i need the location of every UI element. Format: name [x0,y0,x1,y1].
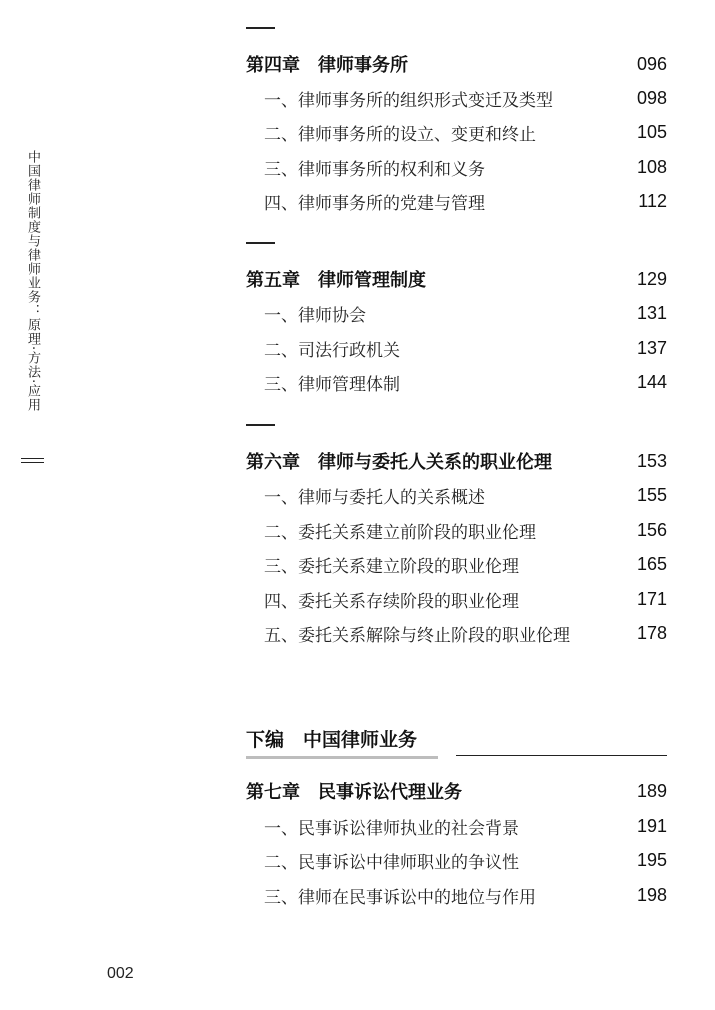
section-page: 108 [636,156,667,177]
section-title: 五、委托关系解除与终止阶段的职业伦理 [264,625,570,646]
section-title: 一、律师事务所的组织形式变迁及类型 [264,90,553,111]
chapter-rule [246,424,275,426]
section-title: 一、律师协会 [264,305,366,326]
toc-section[interactable] [246,584,667,614]
section-title: 四、律师事务所的党建与管理 [264,193,485,214]
section-title: 四、委托关系存续阶段的职业伦理 [264,591,519,612]
section-title: 三、委托关系建立阶段的职业伦理 [264,556,519,577]
toc-chapter-7[interactable] [246,776,667,806]
section-title: 二、委托关系建立前阶段的职业伦理 [264,522,536,543]
toc-section[interactable] [246,880,667,910]
side-running-title: 中国律师制度与律师业务：原理·方法·应用 [25,150,40,413]
section-title: 三、律师事务所的权利和义务 [264,159,485,180]
toc-section[interactable] [246,515,667,545]
section-page: 165 [636,553,667,574]
chapter-rule [246,242,275,244]
section-title: 二、民事诉讼中律师职业的争议性 [264,852,519,873]
toc-section[interactable] [246,186,667,216]
part-underline-light [246,756,438,759]
toc-section[interactable] [246,333,667,363]
toc-section[interactable] [246,549,667,579]
chapter-page: 189 [636,780,667,801]
section-page: 112 [638,190,667,211]
chapter-title: 第五章 律师管理制度 [246,270,426,291]
section-title: 一、律师与委托人的关系概述 [264,487,485,508]
section-page: 098 [636,87,667,108]
side-rule-2 [21,462,44,463]
toc-section[interactable] [246,83,667,113]
chapter-title: 第四章 律师事务所 [246,55,408,76]
section-page: 198 [636,884,667,905]
part-title: 下编 中国律师业务 [246,728,418,751]
chapter-title: 第七章 民事诉讼代理业务 [246,782,462,803]
side-rule-1 [21,458,44,459]
section-page: 155 [636,484,667,505]
section-page: 131 [636,302,667,323]
toc-section[interactable] [246,480,667,510]
page-number: 002 [107,965,134,982]
section-page: 144 [636,371,667,392]
chapter-page: 096 [636,53,667,74]
toc-section[interactable] [246,811,667,841]
section-page: 156 [636,519,667,540]
section-title: 二、律师事务所的设立、变更和终止 [264,124,536,145]
chapter-page: 153 [636,450,667,471]
section-page: 178 [636,622,667,643]
section-page: 137 [636,337,667,358]
part-underline-dark [456,755,667,756]
toc-section[interactable] [246,152,667,182]
section-title: 三、律师管理体制 [264,374,400,395]
toc-chapter-4[interactable] [246,49,667,79]
toc-section[interactable] [246,845,667,875]
section-page: 195 [636,849,667,870]
toc-chapter-6[interactable] [246,446,667,476]
section-title: 二、司法行政机关 [264,340,400,361]
chapter-page: 129 [636,268,667,289]
section-page: 105 [636,121,667,142]
section-page: 191 [636,815,667,836]
toc-section[interactable] [246,618,667,648]
section-title: 三、律师在民事诉讼中的地位与作用 [264,887,536,908]
toc-section[interactable] [246,298,667,328]
section-title: 一、民事诉讼律师执业的社会背景 [264,818,519,839]
section-page: 171 [636,588,667,609]
chapter-title: 第六章 律师与委托人关系的职业伦理 [246,452,552,473]
toc-chapter-5[interactable] [246,264,667,294]
toc-section[interactable] [246,117,667,147]
toc-section[interactable] [246,367,667,397]
chapter-rule [246,27,275,29]
